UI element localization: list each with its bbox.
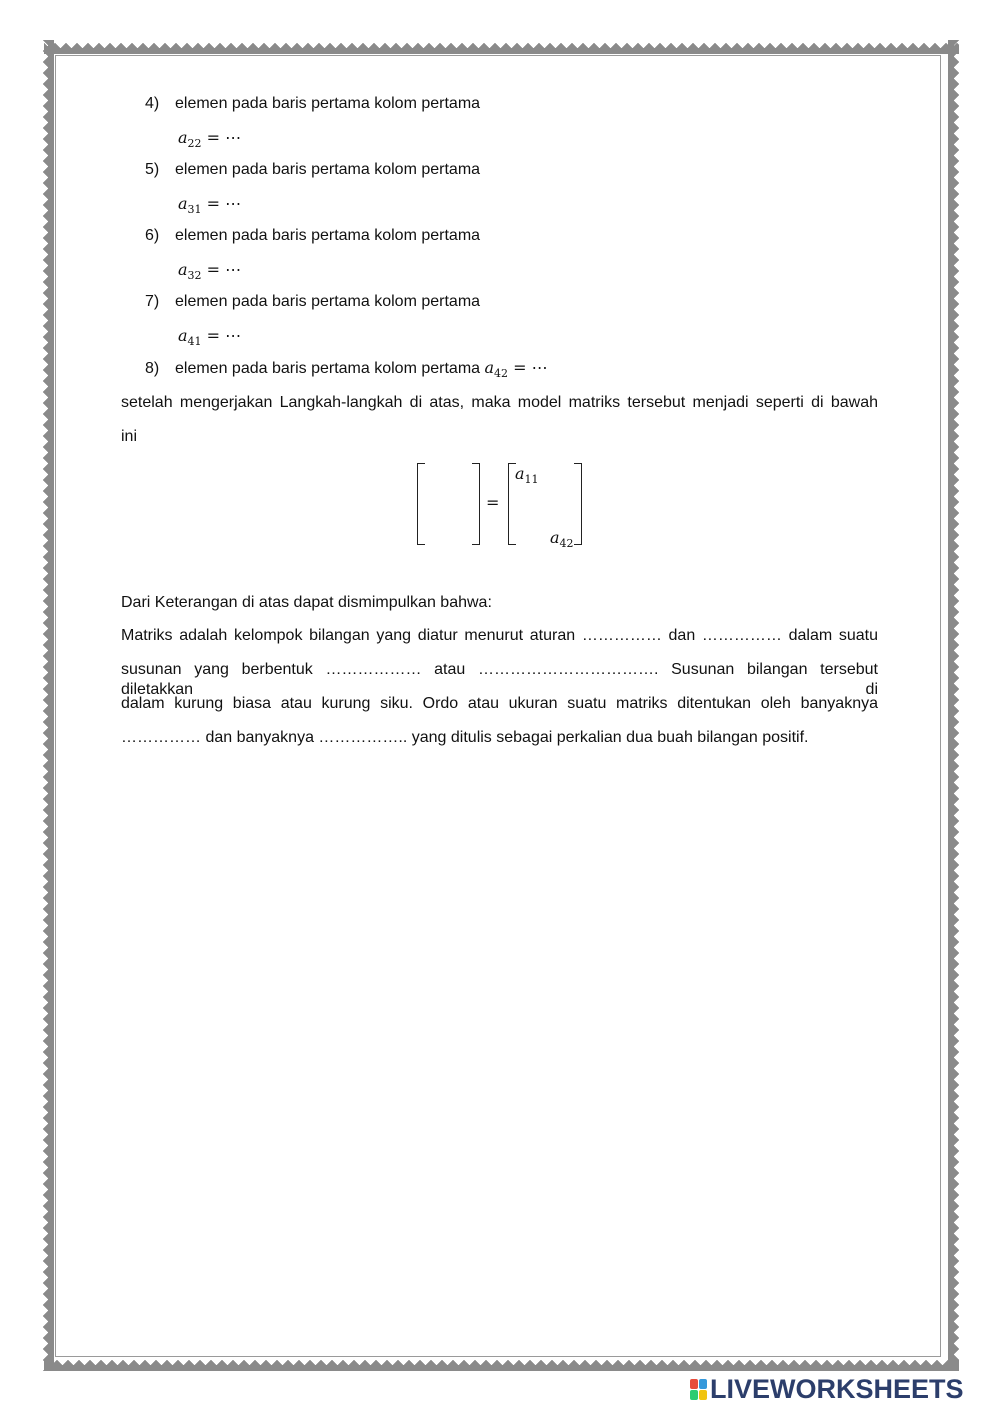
- math-rest: = ⋯: [201, 128, 242, 147]
- math-subscript: 42: [494, 367, 509, 380]
- conclusion-line: …………… dan banyaknya …………….. yang ditulis sebagai perkalian dua buah bilangan positif.: [121, 729, 809, 746]
- conclusion-heading: Dari Keterangan di atas dapat dismimpulkan bahwa:: [121, 594, 492, 611]
- right-matrix-close-bracket: [574, 463, 582, 545]
- math-expression: [178, 194, 241, 220]
- math-variable: a: [178, 260, 188, 279]
- math-expression: [178, 326, 241, 352]
- decorative-border-right: [945, 40, 959, 1371]
- math-rest: = ⋯: [201, 326, 242, 345]
- math-subscript: 32: [187, 269, 202, 282]
- math-rest: = ⋯: [508, 358, 548, 377]
- math-subscript: 11: [524, 473, 539, 486]
- decorative-border-bottom: [44, 1357, 959, 1371]
- liveworksheets-logo-icon: [690, 1379, 708, 1401]
- math-subscript: 41: [187, 335, 202, 348]
- list-item-number: 4): [145, 95, 160, 112]
- math-variable: a: [178, 194, 188, 213]
- list-item: [145, 292, 480, 312]
- list-item-text: elemen pada baris pertama kolom pertama: [175, 360, 481, 377]
- intro-paragraph-line: ini: [121, 428, 138, 445]
- math-expression: [484, 358, 548, 380]
- math-subscript: 42: [559, 537, 574, 550]
- list-item-text: elemen pada baris pertama kolom pertama: [175, 95, 481, 112]
- decorative-border-left: [40, 40, 54, 1371]
- math-variable: a: [550, 528, 560, 547]
- list-item-number: 6): [145, 227, 160, 244]
- list-item-text: elemen pada baris pertama kolom pertama: [175, 227, 481, 244]
- intro-paragraph-line: setelah mengerjakan Langkah-langkah di atas, maka model matriks tersebut menjadi seperti di bawah: [121, 394, 878, 411]
- list-item: [145, 160, 480, 180]
- equals-sign: =: [486, 493, 500, 512]
- math-variable: a: [178, 128, 188, 147]
- math-subscript: 22: [187, 137, 202, 150]
- list-item-number: 5): [145, 161, 160, 178]
- liveworksheets-logo-text: LIVEWORKSHEETS: [710, 1374, 964, 1404]
- math-rest: = ⋯: [201, 194, 242, 213]
- math-variable: a: [484, 358, 495, 377]
- conclusion-line: dalam kurung biasa atau kurung siku. Ordo atau ukuran suatu matriks ditentukan oleh banyaknya: [121, 695, 878, 712]
- matrix-entry-a42: [550, 529, 574, 553]
- liveworksheets-logo: [690, 1376, 964, 1402]
- math-expression: [178, 128, 241, 154]
- list-item-text: elemen pada baris pertama kolom pertama: [175, 293, 481, 310]
- conclusion-line: susunan yang berbentuk ……………… atau ……………………………. Susunan bilangan tersebut diletakkan di: [121, 661, 878, 698]
- list-item-text: elemen pada baris pertama kolom pertama: [175, 161, 481, 178]
- list-item: [145, 358, 548, 384]
- conclusion-line: Matriks adalah kelompok bilangan yang diatur menurut aturan …………… dan …………… dalam suatu: [121, 627, 878, 644]
- list-item: [145, 226, 480, 246]
- math-subscript: 31: [187, 203, 202, 216]
- list-item-number: 8): [145, 360, 160, 377]
- math-variable: a: [515, 464, 525, 483]
- decorative-border-top: [44, 40, 959, 54]
- math-variable: a: [178, 326, 188, 345]
- list-item-number: 7): [145, 293, 160, 310]
- math-rest: = ⋯: [201, 260, 242, 279]
- left-matrix-close-bracket: [472, 463, 480, 545]
- left-matrix-open-bracket: [417, 463, 425, 545]
- math-expression: [178, 260, 241, 286]
- list-item: [145, 94, 480, 114]
- matrix-entry-a11: [515, 465, 539, 489]
